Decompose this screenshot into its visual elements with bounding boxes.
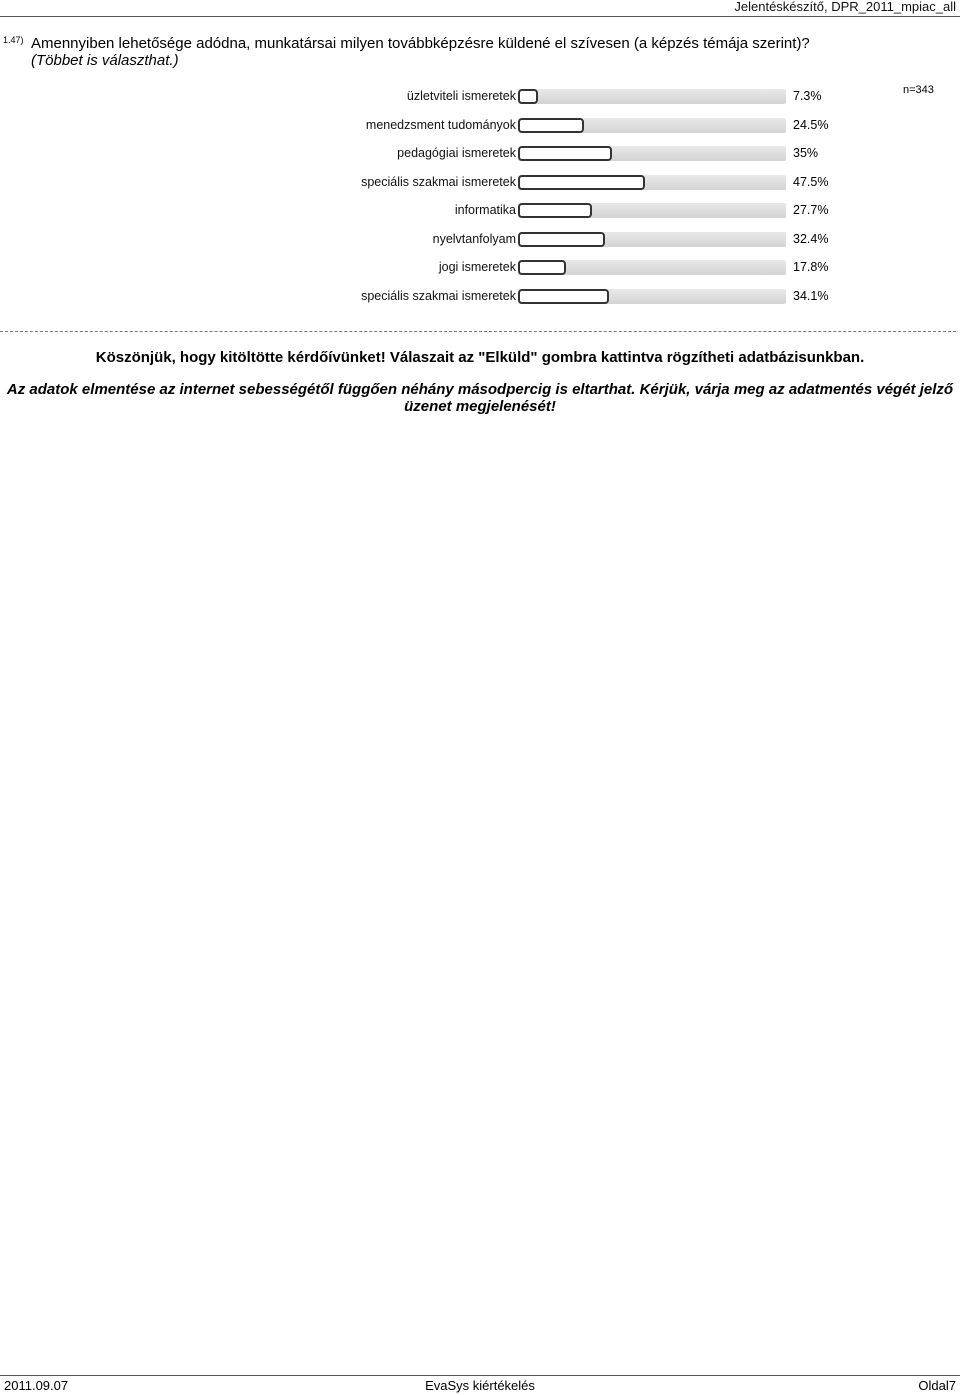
bar-track (518, 289, 786, 304)
bar-chart (0, 84, 960, 314)
bar-track (518, 89, 786, 104)
chart-row (0, 255, 960, 277)
footer-app-name: EvaSys kiértékelés (425, 1378, 535, 1393)
value-label: 7.3% (793, 89, 822, 103)
question-hint: (Többet is választhat.) (31, 52, 179, 69)
category-label: üzletviteli ismeretek (406, 89, 516, 103)
bar (518, 260, 566, 275)
section-divider (0, 331, 956, 332)
value-label: 35% (793, 146, 819, 160)
chart-row (0, 113, 960, 135)
bar-track (518, 146, 786, 161)
value-label: 32.4% (793, 231, 829, 246)
bar (518, 232, 605, 247)
bar-track (518, 118, 786, 133)
category-label: speciális szakmai ismeretek (361, 288, 516, 303)
chart-row (0, 198, 960, 220)
bar (518, 289, 609, 304)
category-label: nyelvtanfolyam (432, 231, 516, 246)
save-notice: Az adatok elmentése az internet sebességétől függően néhány másodpercig is eltarthat. Kérjük, várja meg az adatmentés végét jelző üzenet megjelenését! (6, 381, 954, 415)
bar (518, 118, 584, 133)
bar-track (518, 203, 786, 218)
category-label: jogi ismeretek (438, 260, 516, 274)
value-label: 17.8% (793, 260, 829, 274)
value-label: 34.1% (793, 288, 829, 303)
value-label: 27.7% (793, 203, 829, 217)
chart-row (0, 84, 960, 106)
category-label: informatika (454, 203, 516, 217)
question-number: 1.47) (3, 35, 24, 45)
footer-date: 2011.09.07 (4, 1378, 69, 1393)
thank-you-message: Köszönjük, hogy kitöltötte kérdőívünket! Válaszait az "Elküld" gombra kattintva rögzítheti adatbázisunkban. (95, 349, 865, 366)
bar (518, 89, 538, 104)
value-label: 47.5% (793, 174, 829, 189)
chart-row (0, 284, 960, 306)
bar (518, 175, 645, 190)
response-count: n=343 (903, 84, 934, 96)
chart-row (0, 227, 960, 249)
category-label: pedagógiai ismeretek (397, 146, 516, 160)
bar-track (518, 232, 786, 247)
header-divider (0, 16, 960, 17)
question-prompt: Amennyiben lehetősége adódna, munkatársai milyen továbbképzésre küldené el szívesen (a képzés témája szerint)? (31, 35, 810, 52)
footer-divider (0, 1375, 960, 1376)
footer-page-number: Oldal7 (918, 1378, 956, 1393)
bar-track (518, 175, 786, 190)
category-label: speciális szakmai ismeretek (361, 174, 516, 189)
bar (518, 146, 612, 161)
value-label: 24.5% (793, 117, 829, 132)
bar-track (518, 260, 786, 275)
bar (518, 203, 592, 218)
report-title: Jelentéskészítő, DPR_2011_mpiac_all (734, 0, 956, 14)
chart-row (0, 170, 960, 192)
category-label: menedzsment tudományok (365, 117, 516, 132)
question-text (31, 35, 931, 69)
chart-row (0, 141, 960, 163)
